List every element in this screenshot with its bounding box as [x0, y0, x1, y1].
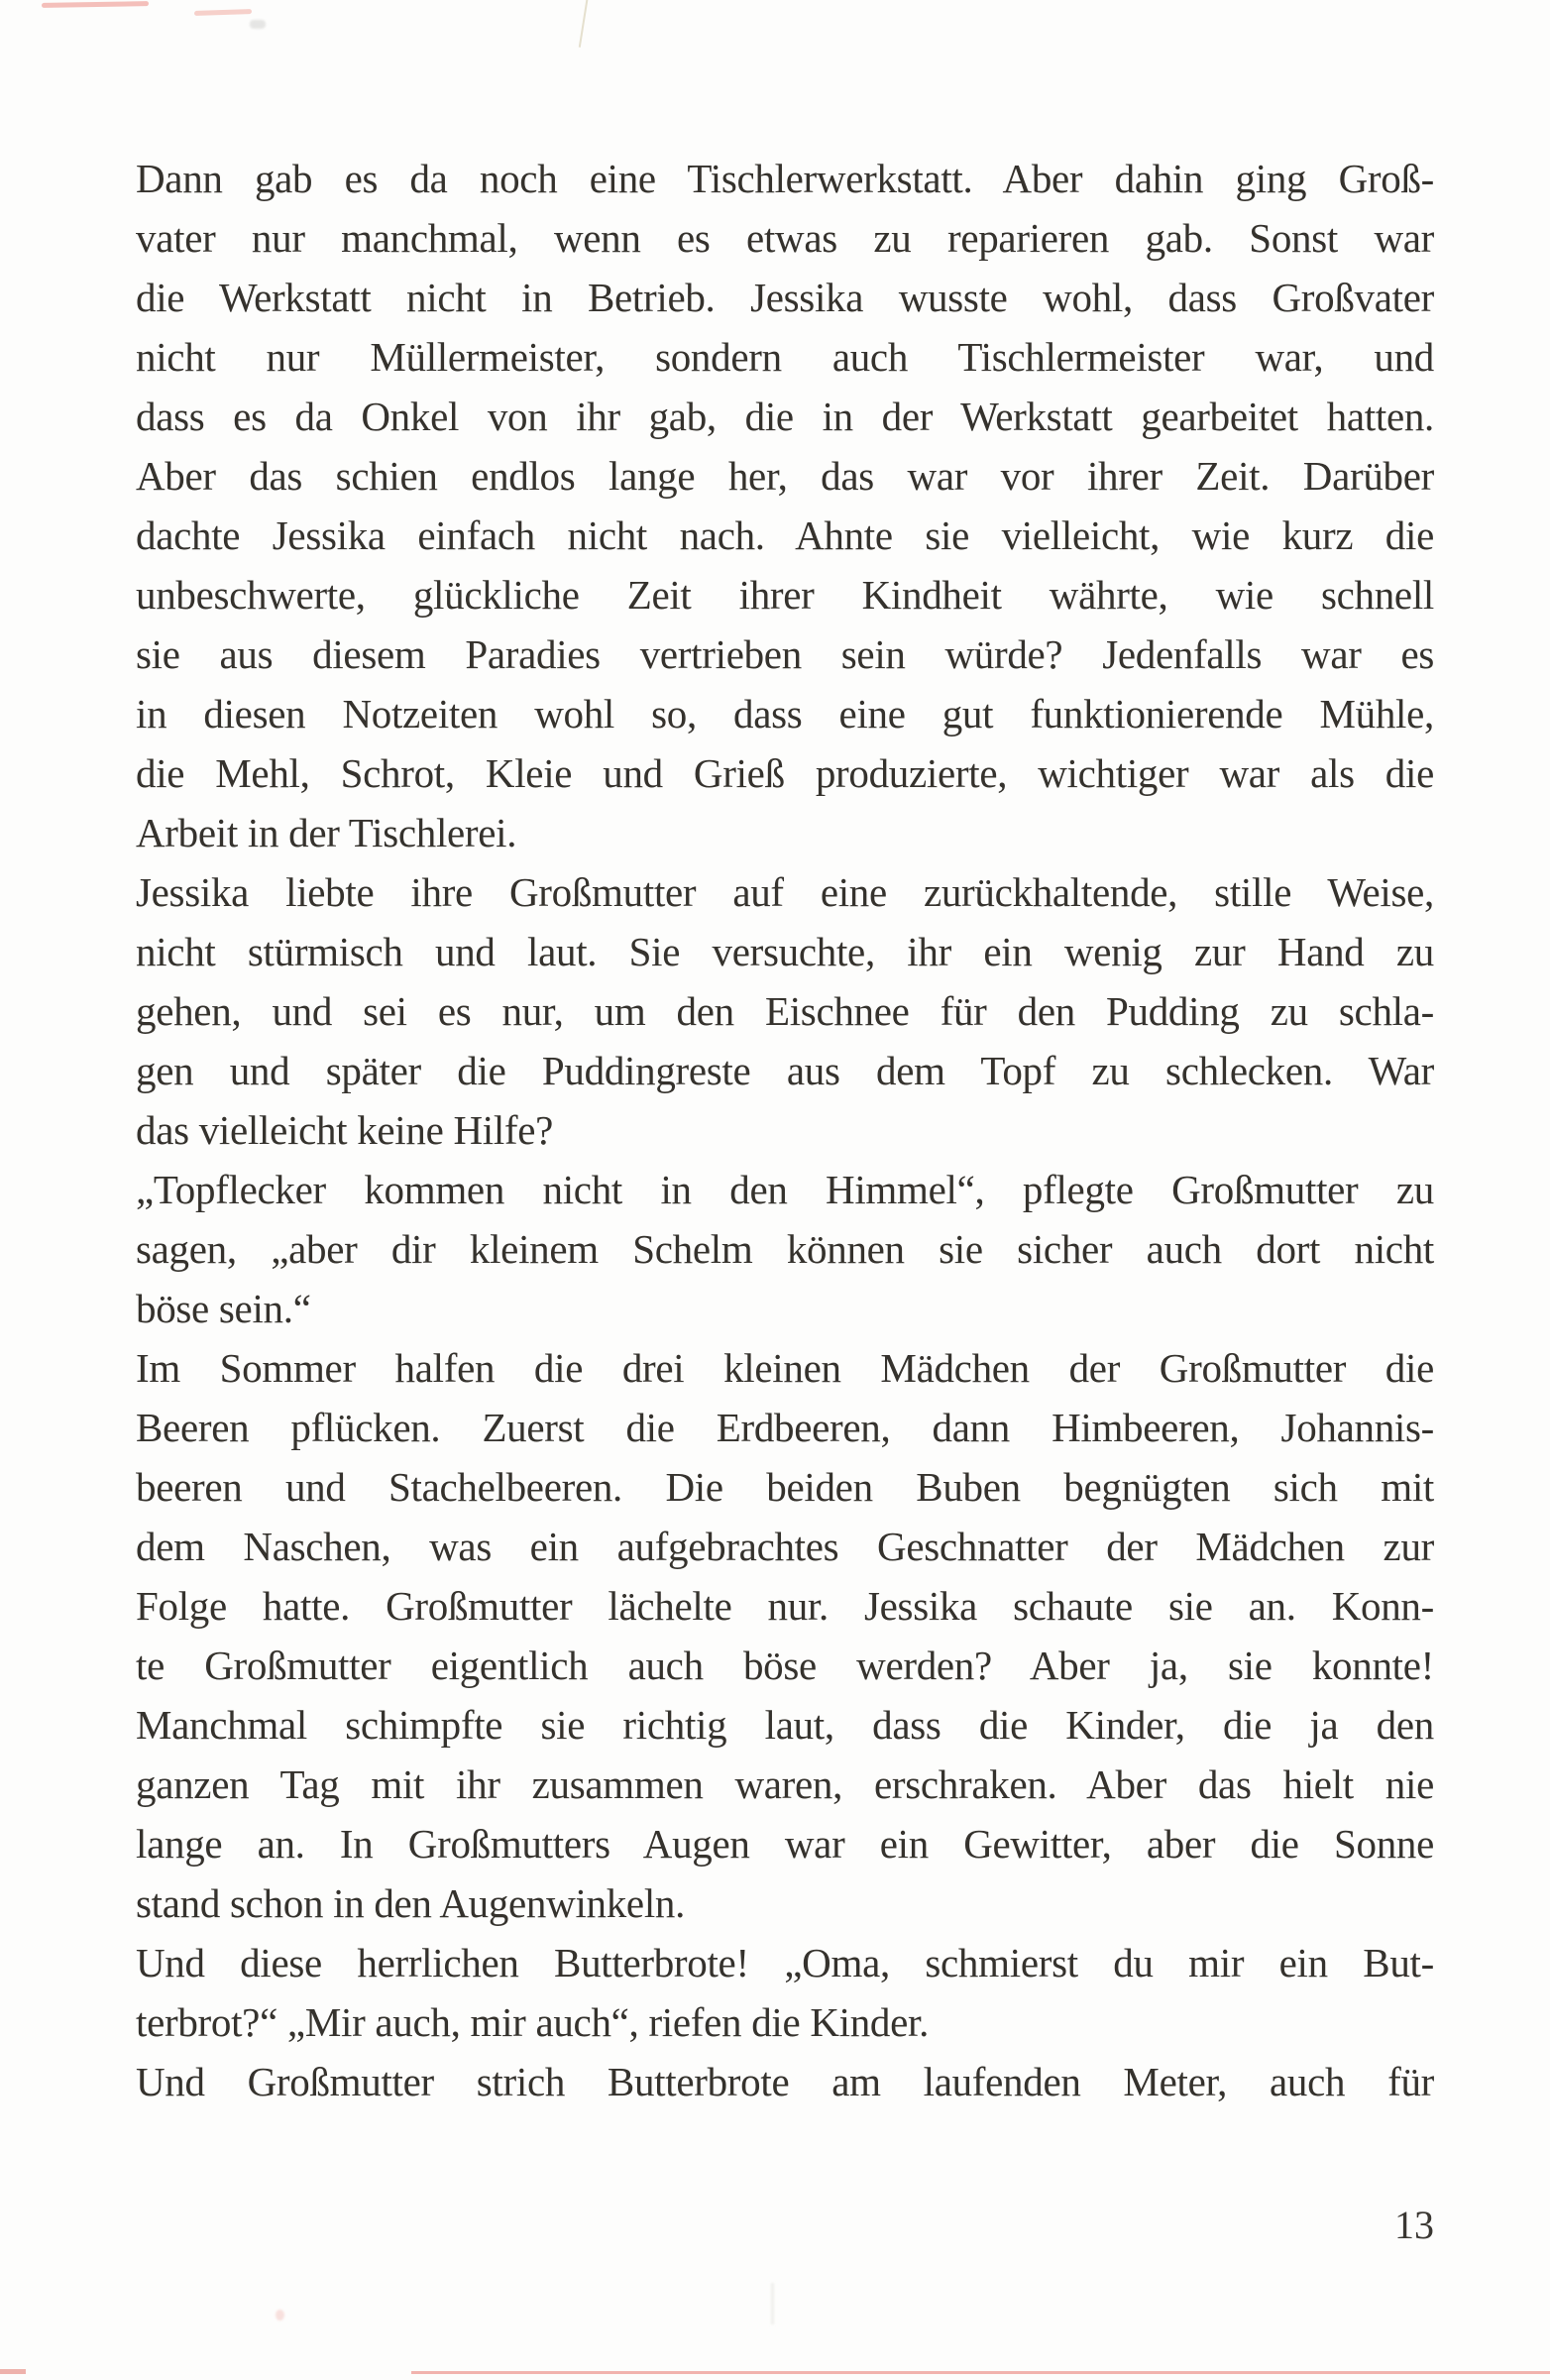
text-line: Und Großmutter strich Butterbrote am laufenden Meter, auch für — [136, 2059, 1434, 2104]
text-line: dem Naschen, was ein aufgebrachtes Geschnatter der Mädchen zur — [136, 1524, 1434, 1569]
text-line: unbeschwerte, glückliche Zeit ihrer Kindheit währte, wie schnell — [136, 572, 1434, 618]
text-line: Aber das schien endlos lange her, das war vor ihrer Zeit. Darüber — [136, 453, 1434, 499]
text-line: in diesen Notzeiten wohl so, dass eine gut funktionierende Mühle, — [136, 691, 1434, 737]
text-line: sagen, „aber dir kleinem Schelm können sie sicher auch dort nicht — [136, 1226, 1434, 1272]
scan-mark-top-left-1 — [42, 1, 149, 8]
text-line: Beeren pflücken. Zuerst die Erdbeeren, dann Himbeeren, Johannis- — [136, 1405, 1434, 1450]
text-line: das vielleicht keine Hilfe? — [136, 1107, 554, 1153]
text-line: böse sein.“ — [136, 1286, 311, 1331]
text-line: dachte Jessika einfach nicht nach. Ahnte sie vielleicht, wie kurz die — [136, 512, 1434, 558]
text-line: te Großmutter eigentlich auch böse werden? Aber ja, sie konnte! — [136, 1643, 1434, 1688]
text-line: Folge hatte. Großmutter lächelte nur. Jessika schaute sie an. Konn- — [136, 1583, 1434, 1629]
text-line: „Topflecker kommen nicht in den Himmel“, pflegte Großmutter zu — [136, 1167, 1434, 1212]
scan-fleck-bottom — [276, 2310, 284, 2321]
scan-scratch-bottom — [771, 2283, 774, 2324]
text-line: sie aus diesem Paradies vertrieben sein würde? Jedenfalls war es — [136, 631, 1434, 677]
scan-smudge-top — [250, 20, 266, 29]
text-line: ganzen Tag mit ihr zusammen waren, erschraken. Aber das hielt nie — [136, 1761, 1434, 1807]
text-line: stand schon in den Augenwinkeln. — [136, 1880, 686, 1926]
scan-mark-bottom-line — [411, 2371, 1550, 2374]
scan-hairline-top — [579, 0, 589, 48]
text-line: Manchmal schimpfte sie richtig laut, dass die Kinder, die ja den — [136, 1702, 1434, 1748]
text-line: Arbeit in der Tischlerei. — [136, 810, 517, 855]
text-line: dass es da Onkel von ihr gab, die in der Werkstatt gearbeitet hatten. — [136, 394, 1434, 439]
text-line: Und diese herrlichen Butterbrote! „Oma, schmierst du mir ein But- — [136, 1940, 1434, 1985]
scan-mark-top-left-2 — [194, 9, 252, 16]
text-line: nicht nur Müllermeister, sondern auch Tischlermeister war, und — [136, 334, 1434, 380]
text-line: die Werkstatt nicht in Betrieb. Jessika wusste wohl, dass Großvater — [136, 275, 1434, 320]
text-line: vater nur manchmal, wenn es etwas zu reparieren gab. Sonst war — [136, 215, 1434, 261]
text-line: lange an. In Großmutters Augen war ein Gewitter, aber die Sonne — [136, 1821, 1434, 1867]
text-line: die Mehl, Schrot, Kleie und Grieß produzierte, wichtiger war als die — [136, 750, 1434, 796]
page-text — [136, 149, 1434, 2111]
text-line: beeren und Stachelbeeren. Die beiden Buben begnügten sich mit — [136, 1464, 1434, 1510]
text-line: gen und später die Puddingreste aus dem Topf zu schlecken. War — [136, 1048, 1434, 1093]
page-number: 13 — [1394, 2203, 1434, 2247]
text-line: gehen, und sei es nur, um den Eischnee für den Pudding zu schla- — [136, 988, 1434, 1034]
text-line: Im Sommer halfen die drei kleinen Mädchen der Großmutter die — [136, 1345, 1434, 1391]
text-line: Dann gab es da noch eine Tischlerwerkstatt. Aber dahin ging Groß- — [136, 156, 1434, 201]
text-line: nicht stürmisch und laut. Sie versuchte, ihr ein wenig zur Hand zu — [136, 929, 1434, 974]
scan-mark-bottom-corner — [0, 2369, 26, 2374]
text-line: terbrot?“ „Mir auch, mir auch“, riefen die Kinder. — [136, 1999, 930, 2045]
text-line: Jessika liebte ihre Großmutter auf eine zurückhaltende, stille Weise, — [136, 869, 1434, 915]
